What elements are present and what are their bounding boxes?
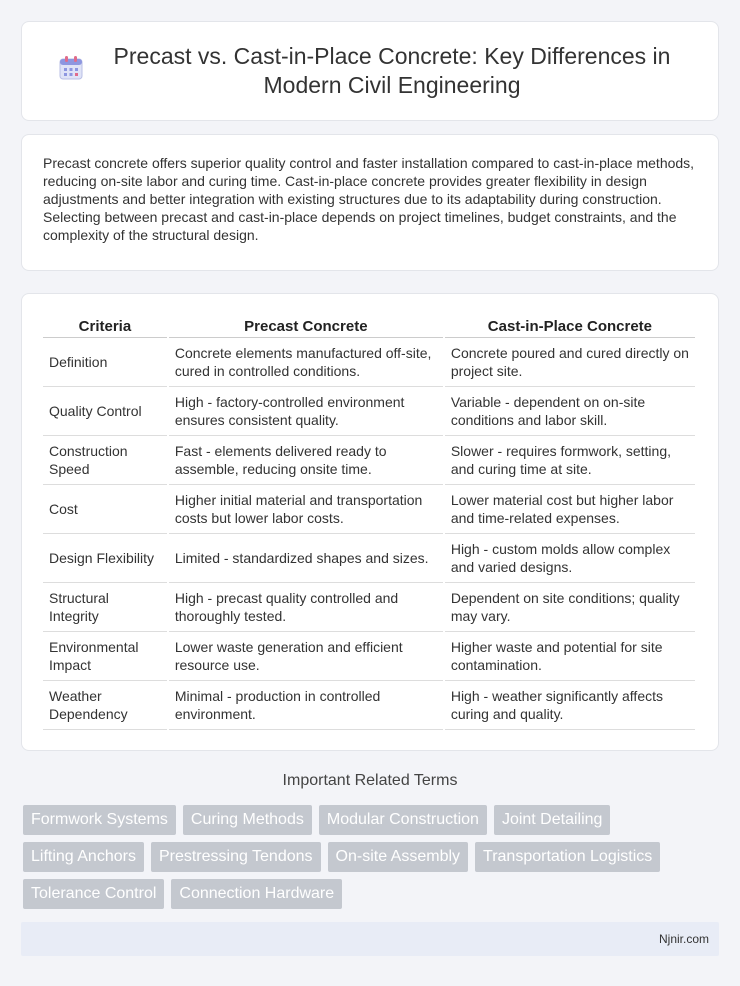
criteria-cell: Quality Control: [43, 387, 167, 436]
criteria-cell: Design Flexibility: [43, 534, 167, 583]
tag-on-site-assembly[interactable]: On-site Assembly: [328, 842, 468, 872]
header-cast-in-place: Cast-in-Place Concrete: [445, 316, 695, 338]
footer: [21, 922, 719, 956]
table-row: [43, 485, 695, 534]
tag-connection-hardware[interactable]: Connection Hardware: [171, 879, 342, 909]
header-criteria: Criteria: [43, 316, 167, 338]
cast-in-place-cell: Concrete poured and cured directly on project site.: [445, 338, 695, 387]
intro-paragraph: Precast concrete offers superior quality control and faster installation compared to cast-in-place methods, reducing on-site labor and curing time. Cast-in-place concrete provides greater flexibility in design adjustments and better integration with existing structures due to its adaptability during construction. Selecting between precast and cast-in-place depends on project timelines, budget constraints, and the complexity of the structural design.: [43, 155, 695, 243]
precast-cell: Fast - elements delivered ready to assemble, reducing onsite time.: [169, 436, 443, 485]
precast-cell: High - precast quality controlled and thoroughly tested.: [169, 583, 443, 632]
criteria-cell: Cost: [43, 485, 167, 534]
related-terms-heading: Important Related Terms: [282, 772, 458, 789]
table-row: [43, 436, 695, 485]
precast-cell: Minimal - production in controlled environment.: [169, 681, 443, 730]
cast-in-place-cell: Variable - dependent on on-site conditions and labor skill.: [445, 387, 695, 436]
precast-cell: Higher initial material and transportation costs but lower labor costs.: [169, 485, 443, 534]
precast-cell: Limited - standardized shapes and sizes.: [169, 534, 443, 583]
tag-prestressing-tendons[interactable]: Prestressing Tendons: [151, 842, 321, 872]
criteria-cell: Weather Dependency: [43, 681, 167, 730]
tag-lifting-anchors[interactable]: Lifting Anchors: [23, 842, 144, 872]
tag-tolerance-control[interactable]: Tolerance Control: [23, 879, 164, 909]
precast-cell: High - factory-controlled environment ensures consistent quality.: [169, 387, 443, 436]
cast-in-place-cell: High - weather significantly affects curing and quality.: [445, 681, 695, 730]
criteria-cell: Structural Integrity: [43, 583, 167, 632]
table-row: [43, 534, 695, 583]
related-terms-list: [23, 805, 717, 916]
tag-modular-construction[interactable]: Modular Construction: [319, 805, 487, 835]
tag-transportation-logistics[interactable]: Transportation Logistics: [475, 842, 660, 872]
calendar-icon: [58, 55, 84, 81]
tag-formwork-systems[interactable]: Formwork Systems: [23, 805, 176, 835]
cast-in-place-cell: Higher waste and potential for site contamination.: [445, 632, 695, 681]
comparison-table: [41, 316, 697, 730]
cast-in-place-cell: Slower - requires formwork, setting, and curing time at site.: [445, 436, 695, 485]
table-row: [43, 632, 695, 681]
title-card: [21, 21, 719, 121]
table-row: [43, 338, 695, 387]
criteria-cell: Definition: [43, 338, 167, 387]
cast-in-place-cell: Lower material cost but higher labor and time-related expenses.: [445, 485, 695, 534]
table-row: [43, 387, 695, 436]
criteria-cell: Environmental Impact: [43, 632, 167, 681]
comparison-table-card: [21, 293, 719, 751]
criteria-cell: Construction Speed: [43, 436, 167, 485]
precast-cell: Concrete elements manufactured off-site, cured in controlled conditions.: [169, 338, 443, 387]
cast-in-place-cell: Dependent on site conditions; quality may vary.: [445, 583, 695, 632]
tag-curing-methods[interactable]: Curing Methods: [183, 805, 312, 835]
tag-joint-detailing[interactable]: Joint Detailing: [494, 805, 611, 835]
page-title: Precast vs. Cast-in-Place Concrete: Key Differences in Modern Civil Engineering: [113, 43, 671, 98]
cast-in-place-cell: High - custom molds allow complex and varied designs.: [445, 534, 695, 583]
table-row: [43, 583, 695, 632]
header-precast: Precast Concrete: [169, 316, 443, 338]
precast-cell: Lower waste generation and efficient resource use.: [169, 632, 443, 681]
intro-card: [21, 134, 719, 271]
table-row: [43, 681, 695, 730]
table-header-row: [43, 316, 695, 338]
footer-site-link[interactable]: Njnir.com: [658, 932, 709, 946]
